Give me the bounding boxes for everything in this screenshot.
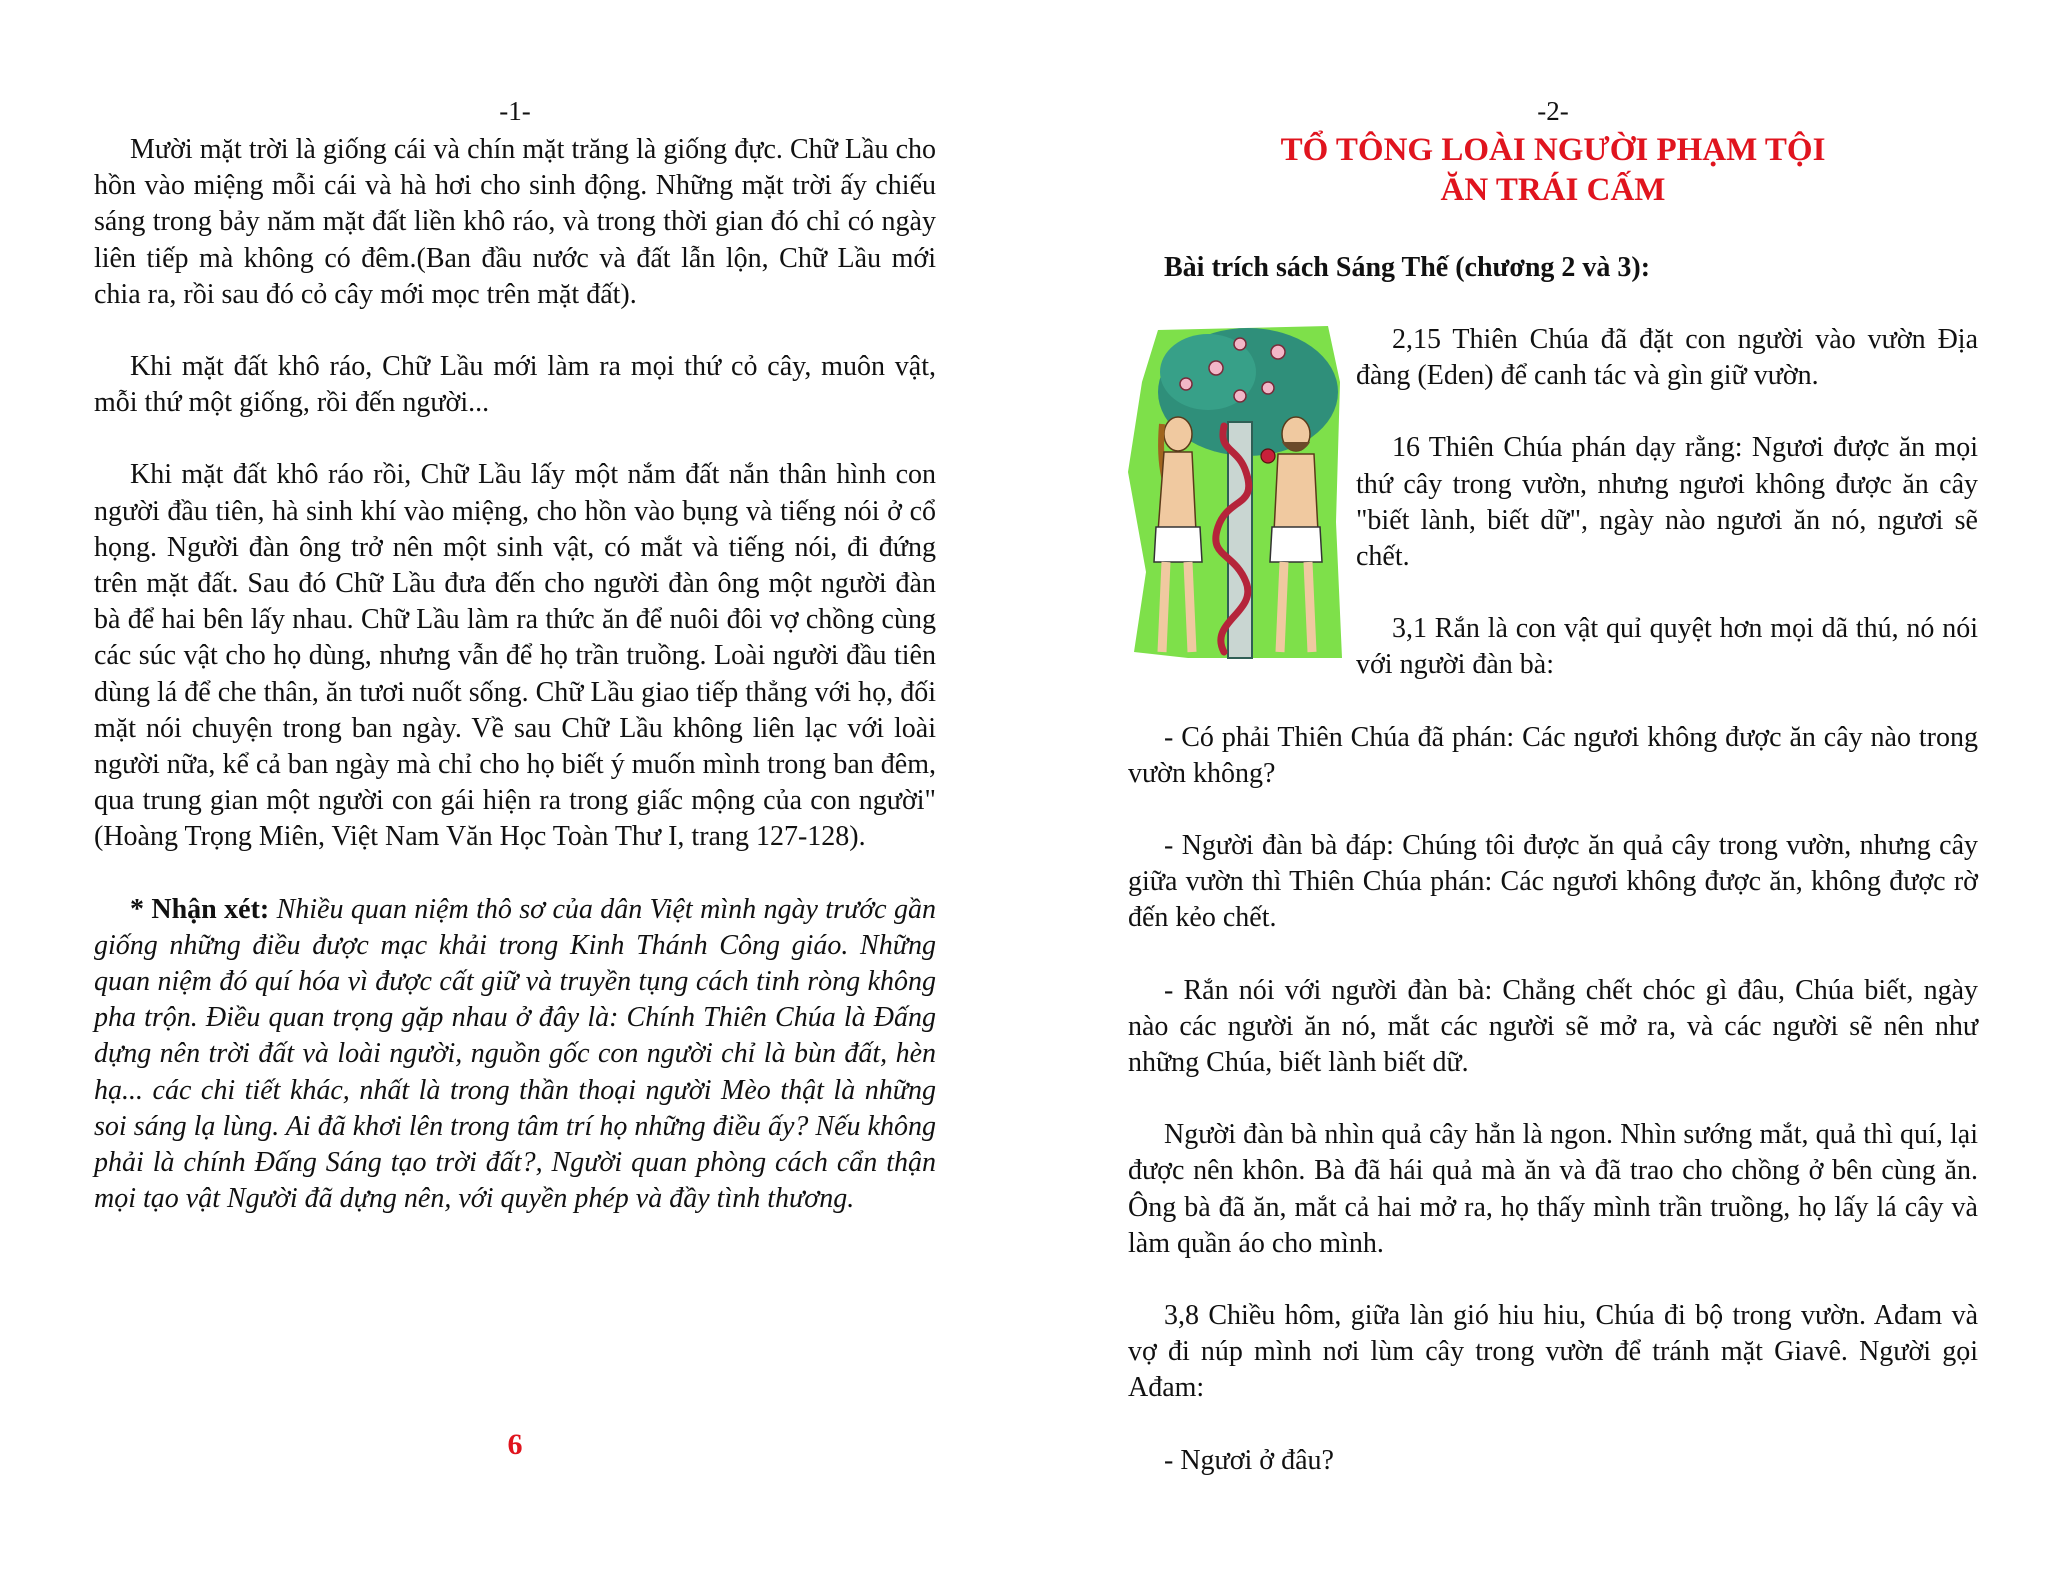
title-line: ĂN TRÁI CẤM <box>1440 172 1666 208</box>
paragraph: - Có phải Thiên Chúa đã phán: Các ngươi không được ăn cây nào trong vườn không? <box>1128 721 1978 789</box>
paragraph: 3,1 Rắn là con vật quỉ quyệt hơn mọi dã thú, nó nói với người đàn bà: <box>1356 613 1978 681</box>
note-paragraph <box>94 892 936 1218</box>
paragraph: 16 Thiên Chúa phán dạy rằng: Ngươi được ăn mọi thứ cây trong vườn, nhưng ngươi không được ăn cây "biết lành, biết dữ", ngày nào ngươi ăn nó, ngươi sẽ chết. <box>1356 432 1978 573</box>
left-page <box>94 0 936 1582</box>
right-body <box>1128 322 1978 1515</box>
page-title <box>1128 130 1978 210</box>
footer-page-number: 6 <box>507 1428 523 1461</box>
left-body <box>94 132 936 1253</box>
paragraph: - Rắn nói với người đàn bà: Chẳng chết chóc gì đâu, Chúa biết, ngày nào các người ăn nó, mắt các người sẽ mở ra, và các người sẽ nên như những Chúa, biết lành biết dữ. <box>1128 974 1978 1079</box>
page-label: -1- <box>499 96 531 126</box>
page-label: -2- <box>1537 96 1569 126</box>
paragraph: - Ngươi ở đâu? <box>1164 1444 1334 1476</box>
right-page <box>1128 0 1978 1582</box>
subheading: Bài trích sách Sáng Thế (chương 2 và 3): <box>1164 252 1651 283</box>
paragraph: Người đàn bà nhìn quả cây hẳn là ngon. Nhìn sướng mắt, quả thì quí, lại được nên khôn. Bà đã hái quả mà ăn và đã trao cho chồng ở bên cùng ăn. Ông bà đã ăn, mắt cả hai mở ra, họ thấy mình trần truồng, họ lấy lá cây và làm quần áo cho mình. <box>1128 1119 1978 1259</box>
note-text: Nhiều quan niệm thô sơ của dân Việt mình ngày trước gần giống những điều được mạc khải trong Kinh Thánh Công giáo. Những quan niệm đó quí hóa vì được cất giữ và truyền tụng cách tinh ròng không pha trộn. Điều quan trọng gặp nhau ở đây là: Chính Thiên Chúa là Đấng dựng nên trời đất và loài người, nguồn gốc con người chỉ là bùn đất, hèn hạ... các chi tiết khác, nhất là trong thần thoại người Mèo thật là những soi sáng lạ lùng. Ai đã khơi lên trong tâm trí họ những điều ấy? Nếu không phải là chính Đấng Sáng tạo trời đất?, Người quan phòng cách cẩn thận mọi tạo vật Người đã dựng nên, với quyền phép và đầy tình thương. <box>94 893 936 1215</box>
paragraph: 3,8 Chiều hôm, giữa làn gió hiu hiu, Chúa đi bộ trong vườn. Ađam và vợ đi núp mình nơi lùm cây trong vườn để tránh mặt Giavê. Người gọi Ađam: <box>1128 1300 1978 1404</box>
title-line: TỔ TÔNG LOÀI NGƯỜI PHẠM TỘI <box>1280 132 1826 168</box>
paragraph: Khi mặt đất khô ráo, Chữ Lầu mới làm ra mọi thứ cỏ cây, muôn vật, mỗi thứ một giống, rồi đến người... <box>94 351 936 419</box>
note-label: * Nhận xét: <box>130 893 270 925</box>
paragraph: 2,15 Thiên Chúa đã đặt con người vào vườn Địa đàng (Eden) để canh tác và gìn giữ vườn. <box>1356 324 1978 392</box>
paragraph: - Người đàn bà đáp: Chúng tôi được ăn quả cây trong vườn, nhưng cây giữa vườn thì Thiên Chúa phán: Các ngươi không được ăn, không được rờ đến kẻo chết. <box>1128 830 1978 934</box>
paragraph: Khi mặt đất khô ráo rồi, Chữ Lầu lấy một nắm đất nắn thân hình con người đầu tiên, hà sinh khí vào miệng, cho hồn vào bụng và tiếng nói ở cổ họng. Người đàn ông trở nên một sinh vật, có mắt và tiếng nói, đi đứng trên mặt đất. Sau đó Chữ Lầu đưa đến cho người đàn ông một người đàn bà để hai bên lấy nhau. Chữ Lầu làm ra thức ăn để nuôi đôi vợ chồng cùng các súc vật cho họ dùng, nhưng vẫn để họ trần truồng. Loài người đầu tiên dùng lá để che thân, ăn tươi nuốt sống. Chữ Lầu giao tiếp thẳng với họ, đối mặt nói chuyện trong ban ngày. Về sau Chữ Lầu không liên lạc với loài người nữa, kể cả ban ngày mà chỉ cho họ biết ý muốn mình trong ban đêm, qua trung gian một người con gái hiện ra trong giấc mộng của con người" (Hoàng Trọng Miên, Việt Nam Văn Học Toàn Thư I, trang 127-128). <box>94 459 936 853</box>
paragraph: Mười mặt trời là giống cái và chín mặt trăng là giống đực. Chữ Lầu cho hồn vào miệng mỗi cái và hà hơi cho sinh động. Những mặt trời ấy chiếu sáng trong bảy năm mặt đất liền khô ráo, và trong thời gian đó chỉ có ngày liên tiếp mà không có đêm.(Ban đầu nước và đất lẫn lộn, Chữ Lầu mới chia ra, rồi sau đó cỏ cây mới mọc trên mặt đất). <box>94 134 936 310</box>
